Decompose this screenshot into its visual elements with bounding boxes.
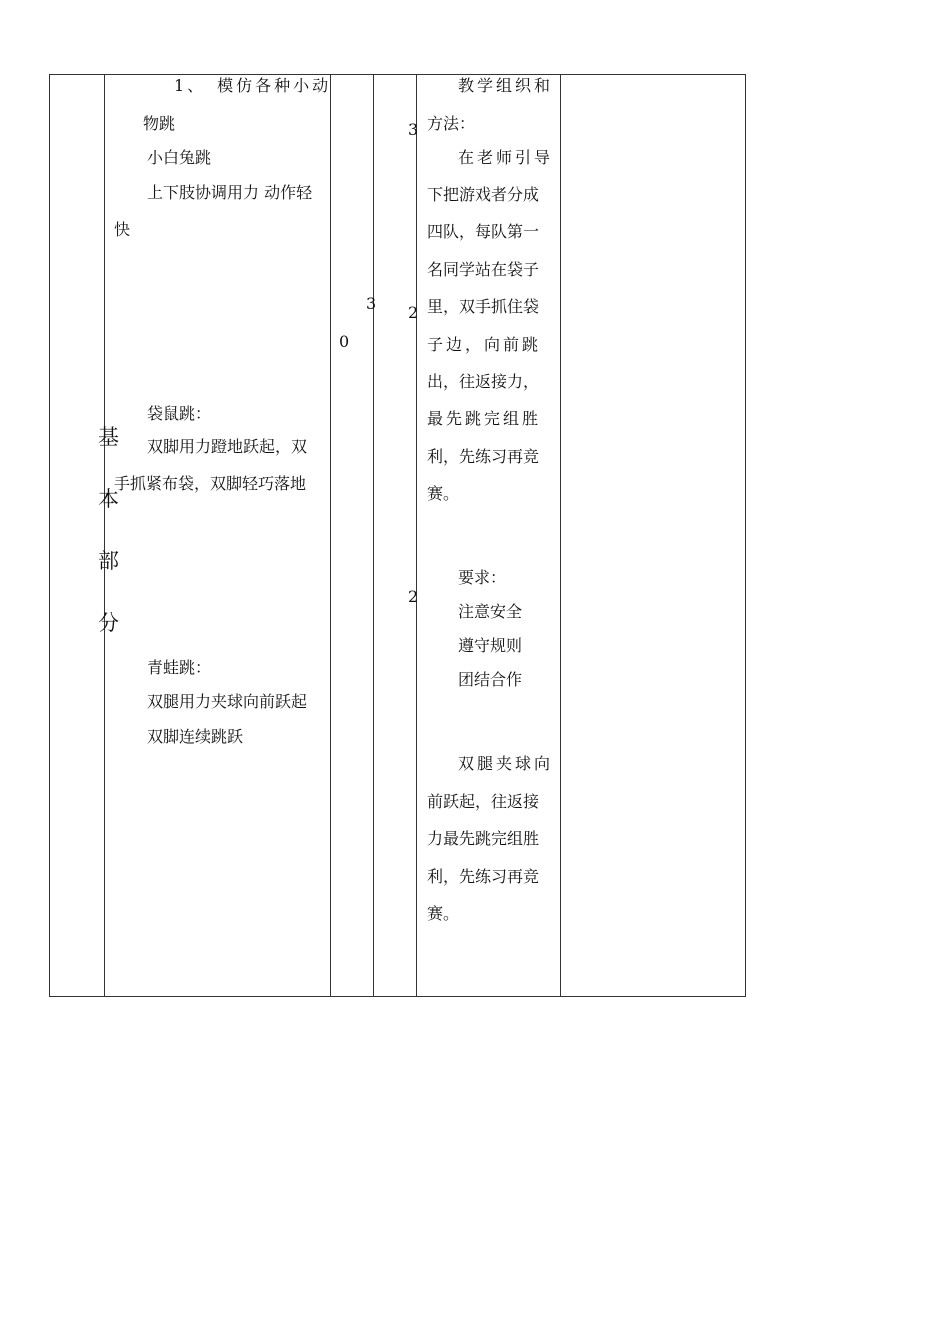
method-line: 里，双手抓住袋 xyxy=(427,297,540,316)
method-line: 子边，向前跳 xyxy=(427,335,542,354)
requirement-item: 团结合作 xyxy=(458,670,523,689)
method-line: 赛。 xyxy=(427,484,460,503)
count-digit: 2 xyxy=(408,303,419,322)
frog-desc-line2: 双脚连续跳跃 xyxy=(147,727,244,746)
frog-method-line: 双腿夹球向 xyxy=(458,754,554,773)
frog-method-line: 力最先跳完组胜 xyxy=(427,829,540,848)
table-bottom-border xyxy=(49,996,746,997)
rabbit-desc-line1: 上下肢协调用力 动作轻 xyxy=(147,183,313,202)
method-line: 利，先练习再竞 xyxy=(427,447,540,466)
frog-method-line: 赛。 xyxy=(427,904,460,923)
table-top-border xyxy=(49,74,746,75)
kangaroo-desc-line2: 手抓紧布袋，双脚轻巧落地 xyxy=(114,474,307,493)
method-line: 方法： xyxy=(427,114,476,133)
requirement-title: 要求： xyxy=(458,568,507,587)
count-digit: 3 xyxy=(408,120,419,139)
item1-continuation: 物跳 xyxy=(143,114,176,133)
column-divider xyxy=(416,74,417,997)
kangaroo-title: 袋鼠跳： xyxy=(147,404,212,423)
frog-method-line: 利，先练习再竞 xyxy=(427,867,540,886)
table-right-border xyxy=(745,74,746,997)
method-line: 名同学站在袋子 xyxy=(427,260,540,279)
frog-method-line: 前跃起，往返接 xyxy=(427,792,540,811)
rabbit-title: 小白兔跳 xyxy=(147,148,212,167)
column-divider xyxy=(330,74,331,997)
method-line: 出，往返接力， xyxy=(427,372,540,391)
section-label-char: 分 xyxy=(98,611,119,635)
section-label-char: 本 xyxy=(98,487,119,511)
method-line: 在老师引导 xyxy=(458,148,554,167)
table-left-border xyxy=(49,74,50,997)
time-digit: 0 xyxy=(339,332,350,351)
column-divider xyxy=(560,74,561,997)
method-line: 最先跳完组胜 xyxy=(427,409,542,428)
item1-heading: 1、 模仿各种小动 xyxy=(174,76,332,95)
frog-desc-line1: 双腿用力夹球向前跃起 xyxy=(147,692,308,711)
method-line: 教学组织和 xyxy=(458,76,554,95)
section-label-char: 部 xyxy=(98,549,119,573)
method-line: 下把游戏者分成 xyxy=(427,185,540,204)
requirement-item: 遵守规则 xyxy=(458,636,523,655)
requirement-item: 注意安全 xyxy=(458,602,523,621)
time-digit: 3 xyxy=(366,294,377,313)
count-digit: 2 xyxy=(408,587,419,606)
section-label-char: 基 xyxy=(98,425,119,449)
method-line: 四队，每队第一 xyxy=(427,222,540,241)
frog-title: 青蛙跳： xyxy=(147,658,212,677)
column-divider xyxy=(373,74,374,997)
kangaroo-desc-line1: 双脚用力蹬地跃起，双 xyxy=(147,437,308,456)
rabbit-desc-line2: 快 xyxy=(114,220,131,239)
column-divider xyxy=(104,74,105,997)
